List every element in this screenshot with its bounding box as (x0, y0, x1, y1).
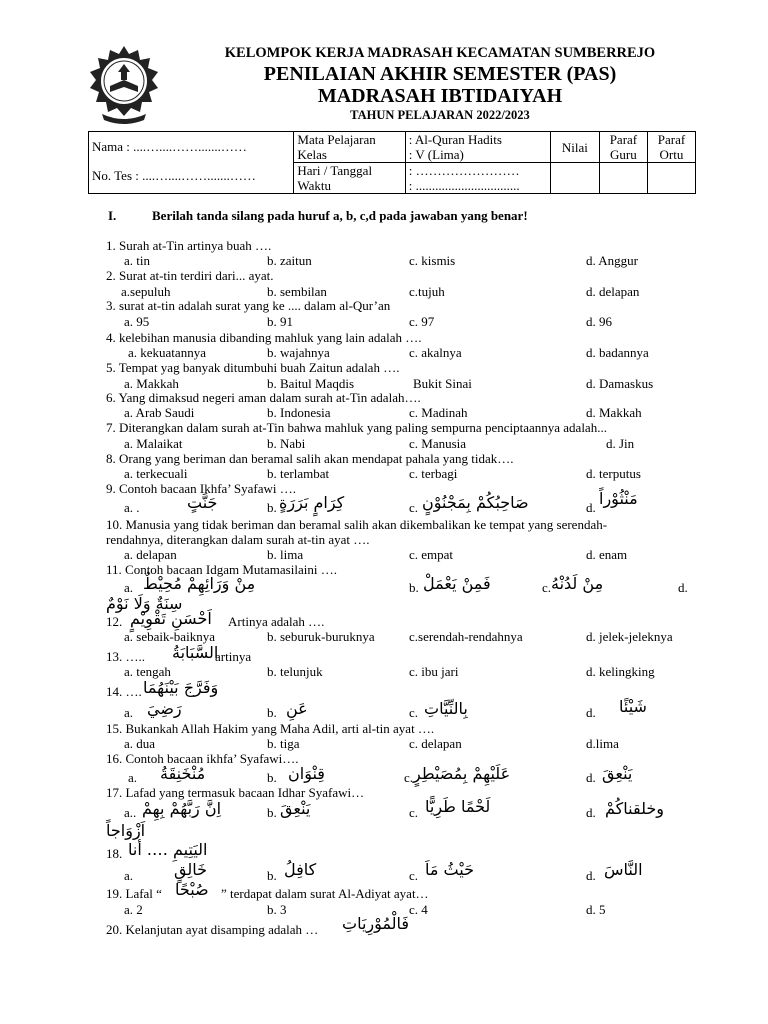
header-exam-title: PENILAIAN AKHIR SEMESTER (PAS) (263, 63, 617, 85)
option-19b[interactable]: b. 3 (267, 902, 287, 917)
question-8: 8. Orang yang beriman dan beramal salih akan mendapat pahala yang tidak…. (106, 451, 514, 466)
test-number-field[interactable]: No. Tes : ....…....…….......…… (92, 168, 256, 183)
option-16d[interactable]: d. (586, 770, 596, 785)
option-18a[interactable]: a. (124, 868, 134, 883)
option-6c[interactable]: c. Madinah (409, 405, 468, 420)
student-identity-cell (89, 132, 294, 194)
option-17b-arabic: يَنْعِقَ (280, 799, 311, 818)
question-18-arabic: اليَتِيمِ …. أنا (128, 840, 208, 859)
option-12b[interactable]: b. seburuk-buruknya (267, 629, 375, 644)
question-13-arabic: السَّبَابَةُ (172, 643, 219, 662)
option-19d[interactable]: d. 5 (586, 902, 606, 917)
option-11b[interactable]: b. (409, 580, 419, 595)
option-11d[interactable]: d. (678, 580, 688, 595)
question-1: 1. Surah at-Tin artinya buah …. (106, 238, 272, 253)
subject-value: : Al-Quran Hadits (408, 132, 502, 147)
section-instruction: Berilah tanda silang pada huruf a, b, c,d pada jawaban yang benar! (152, 208, 528, 223)
subject-values (405, 132, 550, 163)
option-5b[interactable]: b. Baitul Maqdis (267, 376, 355, 391)
class-label: Kelas (297, 147, 327, 162)
option-12c[interactable]: c.serendah-rendahnya (409, 629, 523, 644)
option-11a-arabic: مِنْ وَرَائِهِمْ مُحِيْطٌ (143, 574, 256, 593)
option-1d[interactable]: d. Anggur (586, 253, 638, 268)
option-2d[interactable]: d. delapan (586, 284, 640, 299)
question-3: 3. surat at-tin adalah surat yang ke .... dalam al-Qur’an (106, 298, 391, 313)
option-16c-arabic: عَلَيْهِمْ بِمُصَيْطِرٍ (413, 764, 511, 783)
option-8d[interactable]: d. terputus (586, 466, 641, 481)
question-20: 20. Kelanjutan ayat disamping adalah … (106, 922, 319, 937)
option-13b[interactable]: b. telunjuk (267, 664, 323, 679)
option-9b-arabic: كِرَامٍ بَرَرَةٍ (279, 493, 345, 512)
date-labels (294, 163, 405, 194)
option-17d-arabic-line-2: اَزْوَاجاً (106, 821, 146, 840)
option-6d[interactable]: d. Makkah (586, 405, 642, 420)
option-2c[interactable]: c.tujuh (409, 284, 445, 299)
question-2: 2. Surat at-tin terdiri dari... ayat. (106, 268, 274, 283)
option-18d[interactable]: d. (586, 868, 596, 883)
option-11b-arabic: فَمِنْ يَعْمَلْ (423, 574, 491, 593)
option-1b[interactable]: b. zaitun (267, 253, 312, 268)
option-15d[interactable]: d.lima (586, 736, 619, 751)
option-5a[interactable]: a. Makkah (124, 376, 179, 391)
time-value[interactable]: : ................................ (408, 178, 520, 193)
time-label: Waktu (297, 178, 332, 193)
option-3b[interactable]: b. 91 (267, 314, 293, 329)
option-8c[interactable]: c. terbagi (409, 466, 458, 481)
option-17b[interactable]: b. (267, 805, 277, 820)
question-6: 6. Yang dimaksud negeri aman dalam surah at-Tin adalah…. (106, 390, 421, 405)
header-school: MADRASAH IBTIDAIYAH (317, 85, 563, 107)
question-7: 7. Diterangkan dalam surah at-Tin bahwa mahluk yang paling sempurna penciptaannya adalah... (106, 420, 607, 435)
option-18c-arabic: حَيْثُ مَاَ (425, 860, 474, 879)
option-7c[interactable]: c. Manusia (409, 436, 467, 451)
option-13c[interactable]: c. ibu jari (409, 664, 459, 679)
question-11: 11. Contoh bacaan Idgam Mutamasilaini …. (106, 562, 337, 577)
student-name-field[interactable]: Nama : ....…....…….......…… (92, 139, 247, 154)
option-1c[interactable]: c. kismis (409, 253, 456, 268)
question-12-text: Artinya adalah …. (228, 614, 325, 629)
teacher-sign-header (599, 132, 647, 163)
question-9: 9. Contoh bacaan Ikhfa’ Syafawi …. (106, 481, 297, 496)
question-19-prefix: 19. Lafal “ (106, 886, 162, 901)
option-3c[interactable]: c. 97 (409, 314, 435, 329)
option-16c[interactable]: c. (404, 770, 414, 785)
question-10-line-1: 10. Manusia yang tidak beriman dan beramal salih akan dikembalikan ke tempat yang serendah- (106, 517, 608, 532)
option-17c[interactable]: c. (409, 805, 419, 820)
day-date-label: Hari / Tanggal (297, 163, 373, 178)
option-17a[interactable]: a.. (124, 805, 137, 820)
question-20-arabic: فَالْمُوْرِيَاتِ (342, 914, 410, 933)
option-7d[interactable]: d. Jin (606, 436, 635, 451)
option-9b[interactable]: b. (267, 500, 277, 515)
option-18a-arabic: خَالِقٍ (174, 860, 207, 879)
option-15b[interactable]: b. tiga (267, 736, 300, 751)
option-19a[interactable]: a. 2 (124, 902, 143, 917)
subject-labels (294, 132, 405, 163)
header-working-group: KELOMPOK KERJA MADRASAH KECAMATAN SUMBERREJO (224, 45, 656, 61)
question-13-text: artinya (215, 649, 252, 664)
option-2b[interactable]: b. sembilan (267, 284, 327, 299)
question-4: 4. kelebihan manusia dibanding mahluk yang lain adalah …. (106, 330, 422, 345)
question-5: 5. Tempat yag banyak ditumbuhi buah Zaitun adalah …. (106, 360, 400, 375)
question-14-arabic: وَفَرَّجَ بَيْنَهُمَا (143, 678, 219, 697)
option-5c[interactable]: Bukit Sinai (413, 376, 472, 391)
option-17d[interactable]: d. (586, 805, 596, 820)
option-4d[interactable]: d. badannya (586, 345, 649, 360)
option-5d[interactable]: d. Damaskus (586, 376, 654, 391)
parent-sign-box[interactable] (647, 163, 695, 194)
option-17d-arabic: وخلقناكُمْ (605, 799, 664, 818)
option-16a[interactable]: a. (128, 770, 138, 785)
option-13a[interactable]: a. tengah (124, 664, 171, 679)
question-18-number: 18. (106, 846, 123, 861)
score-header: Nilai (550, 132, 599, 163)
option-13d[interactable]: d. kelingking (586, 664, 655, 679)
subject-label: Mata Pelajaran (297, 132, 376, 147)
option-9c[interactable]: c. (409, 500, 419, 515)
option-10c[interactable]: c. empat (409, 547, 454, 562)
question-15: 15. Bukankah Allah Hakim yang Maha Adil, arti al-tin ayat …. (106, 721, 435, 736)
option-10b[interactable]: b. lima (267, 547, 304, 562)
option-16b[interactable]: b. (267, 770, 277, 785)
option-18d-arabic: النَّاسَ (604, 860, 643, 879)
question-14-number: 14. …. (106, 684, 142, 699)
option-1a[interactable]: a. tin (124, 253, 150, 268)
option-16a-arabic: مُنْخَنِقَةُ (160, 764, 206, 783)
option-14a-arabic: رَضِيَ (147, 699, 182, 718)
student-info-table (88, 131, 696, 194)
option-18c[interactable]: c. (409, 868, 419, 883)
option-14c[interactable]: c. (409, 705, 419, 720)
option-6b[interactable]: b. Indonesia (267, 405, 331, 420)
option-11c-arabic: مِنْ لَدُنْهُ (551, 574, 604, 593)
option-9d[interactable]: d. (586, 500, 596, 515)
option-16b-arabic: قِنْوَان (288, 764, 325, 783)
option-9a-arabic: جَنَّتٍ (187, 493, 218, 512)
header-school-year: TAHUN PELAJARAN 2022/2023 (350, 108, 530, 122)
option-2a[interactable]: a.sepuluh (121, 284, 171, 299)
option-15a[interactable]: a. dua (124, 736, 156, 751)
option-9a[interactable]: a. . (124, 500, 140, 515)
score-box[interactable] (550, 163, 599, 194)
option-14d-arabic: شَيْئًا (619, 697, 647, 716)
parent-sign-label-1: Paraf (657, 132, 686, 147)
ministry-logo (88, 44, 160, 124)
option-7a[interactable]: a. Malaikat (124, 436, 183, 451)
option-4c[interactable]: c. akalnya (409, 345, 462, 360)
option-3d[interactable]: d. 96 (586, 314, 612, 329)
option-11d-arabic: سِنَةٌ وَلَا نَوْمٌ (106, 594, 183, 613)
option-11c[interactable]: c. (542, 580, 552, 595)
teacher-sign-label-1: Paraf (609, 132, 638, 147)
question-12-number: 12. (106, 614, 123, 629)
parent-sign-header (647, 132, 695, 163)
option-4b[interactable]: b. wajahnya (267, 345, 330, 360)
question-16: 16. Contoh bacaan ikhfa’ Syafawi…. (106, 751, 299, 766)
question-10-line-2: rendahnya, diterangkan dalam surah at-tin ayat …. (106, 532, 370, 547)
option-17c-arabic: لَحْمًا طَرِيًّا (425, 797, 491, 816)
question-19-suffix: ” terdapat dalam surat Al-Adiyat ayat… (221, 886, 429, 901)
option-14c-arabic: بِالنِّيَّاتِ (424, 699, 468, 718)
option-14b-arabic: عَنِ (286, 699, 308, 718)
option-14d[interactable]: d. (586, 705, 596, 720)
option-15c[interactable]: c. delapan (409, 736, 462, 751)
option-4a[interactable]: a. kekuatannya (128, 345, 206, 360)
option-7b[interactable]: b. Nabi (267, 436, 306, 451)
day-date-value[interactable]: : …………………… (408, 163, 520, 178)
option-11a[interactable]: a. (124, 580, 134, 595)
option-10d[interactable]: d. enam (586, 547, 628, 562)
class-value: : V (Lima) (408, 147, 464, 162)
option-12d[interactable]: d. jelek-jeleknya (586, 629, 673, 644)
teacher-sign-box[interactable] (599, 163, 647, 194)
question-12-arabic: اَحْسَنِ تَقْوِيْمٍ (130, 609, 212, 628)
option-18b-arabic: كافِلُ (284, 860, 317, 879)
option-16d-arabic: يَنْعِقَ (602, 764, 633, 783)
option-12a[interactable]: a. sebaik-baiknya (124, 629, 215, 644)
question-17: 17. Lafad yang termasuk bacaan Idhar Syafawi… (106, 785, 365, 800)
section-number: I. (108, 208, 117, 223)
option-6a[interactable]: a. Arab Saudi (124, 405, 195, 420)
teacher-sign-label-2: Guru (610, 147, 637, 162)
option-10a[interactable]: a. delapan (124, 547, 177, 562)
option-19c[interactable]: c. 4 (409, 902, 428, 917)
option-14a[interactable]: a. (124, 705, 134, 720)
option-14b[interactable]: b. (267, 705, 277, 720)
question-13-number: 13. ….. (106, 649, 145, 664)
option-9d-arabic: مَنْثُوْراً (599, 489, 638, 508)
option-8b[interactable]: b. terlambat (267, 466, 330, 481)
option-18b[interactable]: b. (267, 868, 277, 883)
option-17a-arabic: اِنَّ رَبَّهُمْ بِهِمْ (142, 799, 222, 818)
date-values (405, 163, 550, 194)
option-8a[interactable]: a. terkecuali (124, 466, 188, 481)
question-19-arabic: صُبْحًا (175, 880, 209, 899)
option-9c-arabic: صَاحِبُكُمْ بِمَجْنُوْنٍ (422, 493, 529, 512)
option-3a[interactable]: a. 95 (124, 314, 150, 329)
parent-sign-label-2: Ortu (659, 147, 684, 162)
